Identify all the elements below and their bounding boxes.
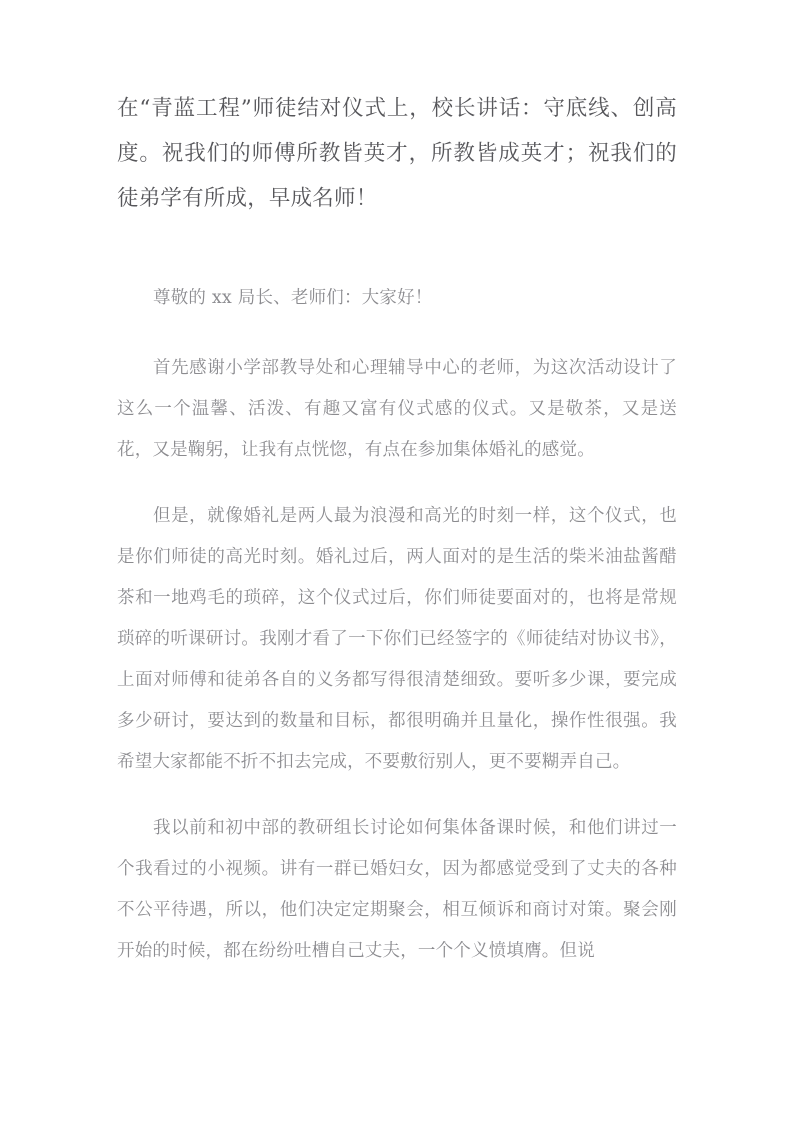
greeting-body-spacer [117, 319, 677, 348]
body-paragraph-2: 但是，就像婚礼是两人最为浪漫和高光的时刻一样，这个仪式，也是你们师徒的高光时刻。婚礼过后，两人面对的是生活的柴米油盐酱醋茶和一地鸡毛的琐碎，这个仪式过后，你们师徒要面对的，也将是常规琐碎的听课研讨。我刚才看了一下你们已经签字的《师徒结对协议书》，上面对师傅和徒弟各自的义务都写得很清楚细致。要听多少课，要完成多少研讨，要达到的数量和目标，都很明确并且量化，操作性很强。我希望大家都能不折不扣去完成，不要敷衍别人，更不要糊弄自己。 [117, 506, 677, 772]
document-content [117, 86, 677, 972]
body-paragraph-1: 首先感谢小学部教导处和心理辅导中心的老师，为这次活动设计了这么一个温馨、活泼、有趣又富有仪式感的仪式。又是敬茶，又是送花，又是鞠躬，让我有点恍惚，有点在参加集体婚礼的感觉。 [117, 358, 677, 460]
body-paragraph-3: 我以前和初中部的教研组长讨论如何集体备课时候，和他们讲过一个我看过的小视频。讲有一群已婚妇女，因为都感觉受到了丈夫的各种不公平待遇，所以，他们决定定期聚会，相互倾诉和商讨对策。聚会刚开始的时候，都在纷纷吐槽自己丈夫，一个个义愤填膺。但说 [117, 818, 677, 961]
document-title: 在“青蓝工程”师徒结对仪式上，校长讲话：守底线、创高度。祝我们的师傅所教皆英才，所教皆成英才；祝我们的徒弟学有所成，早成名师！ [117, 96, 677, 211]
title-body-spacer [117, 221, 677, 278]
salutation-line: 尊敬的 xx 局长、老师们：大家好！ [153, 288, 433, 308]
